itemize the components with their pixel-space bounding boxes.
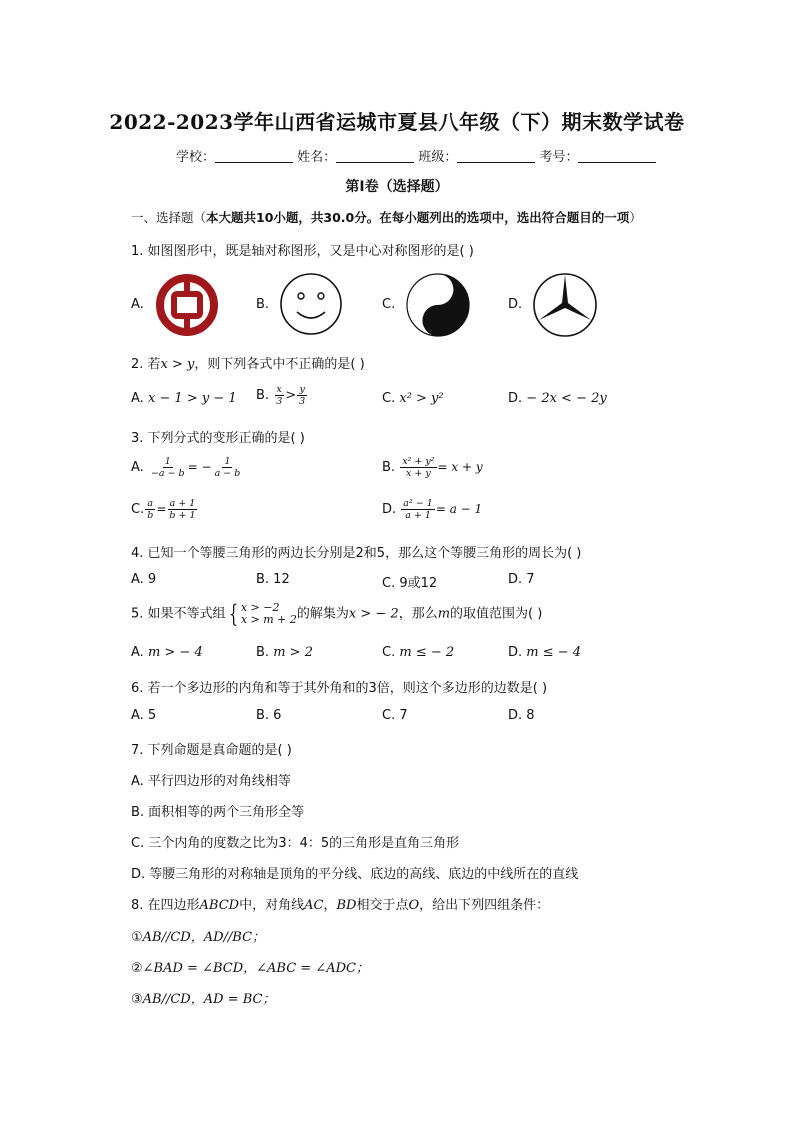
question-1-stem: 1. 如图图形中，既是轴对称图形，又是中心对称图形的是( ) [131, 244, 474, 259]
q3-a-frac1: $\frac{1}{-a - b}$ [150, 456, 185, 479]
class-blank[interactable] [457, 150, 535, 163]
section-heading [131, 208, 642, 226]
q5-brace-icon: { [228, 600, 238, 628]
q3-d-label: D. [382, 502, 397, 517]
q5-variable: m [437, 606, 451, 622]
q3-b-frac: $\frac{\text{x² + y²}}{x + y}$ [402, 456, 435, 479]
q5-mid1: 的解集为 [296, 606, 349, 622]
q2-b-frac2: $\frac{y}{3}$ [299, 384, 306, 407]
q3-a-label: A. [131, 460, 144, 475]
q5-suffix: 的取值范围为( ) [450, 606, 543, 622]
q5-a-label: A. [131, 645, 144, 660]
q3-d-eq: = a − 1 [435, 502, 483, 516]
q8-condition-3 [131, 988, 275, 1007]
q2-c-math: x² > y² [399, 391, 444, 406]
q2-c-label: C. [382, 391, 396, 406]
q5-system-row2: x > m + 2 [240, 613, 297, 626]
q8-condition-2 [131, 957, 369, 976]
q1-option-c-label[interactable]: C. [382, 297, 396, 312]
q2-d-math: − 2x < − 2y [526, 391, 607, 406]
q1-option-a-label[interactable]: A. [131, 297, 144, 312]
q2-stem-text: ，则下列各式中不正确的是( ) [194, 357, 365, 372]
q3-b-eq: = x + y [437, 460, 483, 474]
q3-c-eq: = [156, 502, 167, 516]
q7-option-b[interactable]: B. 面积相等的两个三角形全等 [131, 805, 305, 820]
question-3-stem: 3. 下列分式的变形正确的是( ) [131, 431, 305, 446]
q1-option-d-label[interactable]: D. [508, 297, 523, 312]
q2-option-d[interactable] [508, 391, 607, 406]
q2-a-math: x − 1 > y − 1 [147, 391, 237, 406]
q2-a-label: A. [131, 391, 144, 406]
question-8-stem [131, 894, 549, 913]
q1-option-b-label[interactable]: B. [256, 297, 270, 312]
q3-c-frac1: $\frac{a}{b}$ [147, 498, 154, 521]
q5-option-c[interactable] [382, 645, 454, 660]
q2-b-gt: > [285, 388, 297, 403]
q5-option-b[interactable] [256, 645, 313, 660]
q8-mid2: 相交于点 [356, 898, 409, 913]
q3-option-c[interactable] [131, 498, 199, 521]
student-info-line [176, 146, 656, 165]
smiley-face-icon [279, 272, 343, 336]
q3-option-d[interactable] [382, 498, 482, 521]
q2-b-label: B. [256, 388, 270, 403]
q2-option-b[interactable] [256, 384, 308, 407]
q8-mid1: 中，对角线 [239, 898, 305, 913]
q6-option-d[interactable]: D. 8 [508, 708, 535, 723]
school-blank[interactable] [215, 150, 293, 163]
q5-system-row1: x > −2 [240, 601, 280, 614]
q5-b-label: B. [256, 645, 270, 660]
question-2-stem [131, 353, 365, 372]
bank-of-china-logo-icon [155, 273, 219, 337]
question-4-stem: 4. 已知一个等腰三角形的两边长分别是2和5，那么这个等腰三角形的周长为( ) [131, 546, 582, 561]
q4-option-d[interactable]: D. 7 [508, 572, 535, 587]
q7-option-a[interactable]: A. 平行四边形的对角线相等 [131, 774, 291, 789]
q8-diag2: BD [336, 898, 357, 913]
q5-a-math: m > − 4 [147, 645, 203, 660]
q5-c-label: C. [382, 645, 396, 660]
q6-option-a[interactable]: A. 5 [131, 708, 157, 723]
q8-c2-mark: ② [131, 961, 143, 976]
section-prefix: 一、选择题（ [131, 210, 207, 225]
q3-c-frac2: $\frac{a + 1}{b + 1}$ [169, 498, 196, 521]
q3-a-frac2: $\frac{1}{a - b}$ [214, 456, 241, 479]
exam-title: 2022-2023学年山西省运城市夏县八年级（下）期末数学试卷 [109, 110, 685, 134]
q5-prefix: 5. 如果不等式组 [131, 606, 226, 622]
q7-option-d[interactable]: D. 等腰三角形的对称轴是顶角的平分线、底边的高线、底边的中线所在的直线 [131, 867, 579, 882]
q8-point: O [408, 898, 420, 913]
q3-d-frac: $\frac{\text{a² − 1}}{a + 1}$ [403, 498, 433, 521]
question-5-stem [131, 600, 542, 628]
q6-option-c[interactable]: C. 7 [382, 708, 408, 723]
q2-number: 2. 若 [131, 357, 161, 372]
q2-condition: x > y [160, 357, 195, 372]
q4-option-b[interactable]: B. 12 [256, 572, 290, 587]
q5-d-label: D. [508, 645, 523, 660]
q8-c3-text: AB//CD，AD = BC； [142, 992, 276, 1007]
q5-c-math: m ≤ − 2 [399, 645, 455, 660]
q5-mid2: ，那么 [398, 606, 438, 622]
question-6-stem: 6. 若一个多边形的内角和等于其外角和的3倍，则这个多边形的边数是( ) [131, 681, 548, 696]
volume-heading: 第I卷（选择题） [345, 179, 449, 195]
q8-condition-1 [131, 926, 265, 945]
q8-c3-mark: ③ [131, 992, 143, 1007]
q2-b-frac1: $\frac{x}{3}$ [276, 384, 283, 407]
q2-d-label: D. [508, 391, 523, 406]
q2-option-c[interactable] [382, 391, 444, 406]
question-7-stem: 7. 下列命题是真命题的是( ) [131, 743, 292, 758]
q8-c1-mark: ① [131, 930, 143, 945]
q3-b-label: B. [382, 460, 396, 475]
name-label: 姓名： [297, 150, 337, 165]
q2-option-a[interactable] [131, 391, 237, 406]
school-label: 学校： [176, 150, 216, 165]
q3-a-eq: = − [187, 460, 212, 474]
q5-b-math: m > 2 [273, 645, 313, 660]
name-blank[interactable] [336, 150, 414, 163]
q5-solution: x > − 2 [348, 606, 399, 622]
q8-suffix: ，给出下列四组条件： [419, 898, 550, 913]
q3-option-a[interactable] [131, 456, 243, 479]
section-suffix: ） [629, 210, 642, 225]
q8-c1-text: AB//CD，AD//BC； [142, 930, 266, 945]
q7-option-c[interactable]: C. 三个内角的度数之比为3：4：5的三角形是直角三角形 [131, 836, 460, 851]
three-pointed-star-icon [532, 272, 598, 338]
section-text: 本大题共10小题，共30.0分。在每小题列出的选项中，选出符合题目的一项 [206, 210, 630, 225]
q5-option-a[interactable] [131, 645, 203, 660]
q5-d-math: m ≤ − 4 [526, 645, 582, 660]
q8-diag1: AC [304, 898, 324, 913]
q3-option-b[interactable] [382, 456, 483, 479]
q8-quad: ABCD [199, 898, 240, 913]
q3-c-label: C. [131, 502, 145, 517]
class-label: 班级： [418, 150, 458, 165]
q8-c2-text: ∠BAD = ∠BCD，∠ABC = ∠ADC； [142, 961, 369, 976]
q6-option-b[interactable]: B. 6 [256, 708, 282, 723]
q5-option-d[interactable] [508, 645, 581, 660]
q4-option-c[interactable]: C. 9或12 [382, 576, 438, 591]
exam-no-blank[interactable] [578, 150, 656, 163]
q4-option-a[interactable]: A. 9 [131, 572, 157, 587]
q5-system [241, 602, 297, 626]
yin-yang-icon [405, 272, 471, 338]
q8-sep: ， [323, 898, 337, 913]
q8-prefix: 8. 在四边形 [131, 898, 200, 913]
exam-no-label: 考号： [539, 150, 579, 165]
